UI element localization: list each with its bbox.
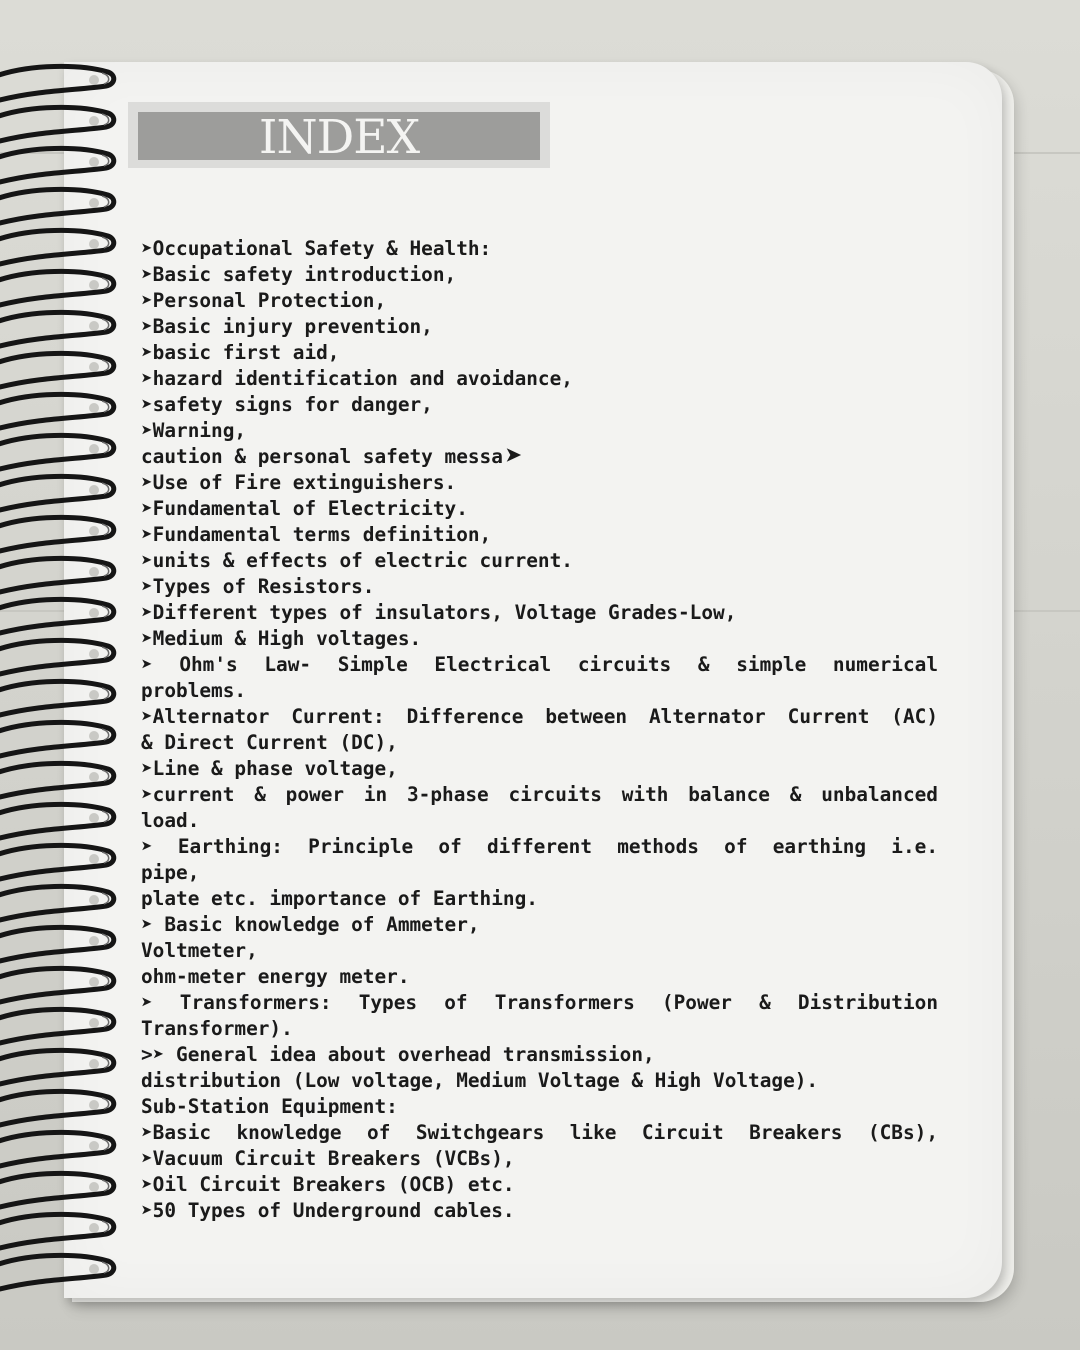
list-item: >➤ General idea about overhead transmission,	[141, 1043, 655, 1066]
list-item: ➤basic first aid,	[141, 341, 340, 364]
list-item: Voltmeter,	[141, 939, 258, 962]
list-item: ➤Occupational Safety & Health:	[141, 237, 492, 260]
list-item: ➤current & power in 3-phase circuits with balance & unbalanced	[141, 783, 938, 806]
list-item: ➤Vacuum Circuit Breakers (VCBs),	[141, 1147, 515, 1170]
list-item-text: caution & personal safety messa	[141, 445, 503, 468]
list-item: Transformer).	[141, 1017, 293, 1040]
list-item: ➤units & effects of electric current.	[141, 549, 573, 572]
list-item: ➤Alternator Current: Difference between Alternator Current (AC)	[141, 705, 938, 728]
index-heading-band	[138, 109, 540, 165]
list-item: problems.	[141, 679, 247, 702]
list-item: distribution (Low voltage, Medium Voltage & High Voltage).	[141, 1069, 819, 1092]
list-item: ➤hazard identification and avoidance,	[141, 367, 573, 390]
list-item: ➤Basic injury prevention,	[141, 315, 433, 338]
list-item: ➤Personal Protection,	[141, 289, 387, 312]
arrow-icon: ➤	[504, 439, 523, 474]
list-item: ➤ Basic knowledge of Ammeter,	[141, 913, 480, 936]
list-item: ➤Line & phase voltage,	[141, 757, 398, 780]
list-item: ➤safety signs for danger,	[141, 393, 433, 416]
list-item: ➤Oil Circuit Breakers (OCB) etc.	[141, 1173, 515, 1196]
list-item: ➤Use of Fire extinguishers.	[141, 471, 457, 494]
list-item: ➤Warning,	[141, 419, 247, 442]
list-item: Sub-Station Equipment:	[141, 1095, 398, 1118]
list-item: ➤Different types of insulators, Voltage Grades-Low,	[141, 601, 737, 624]
index-list	[141, 236, 938, 1224]
list-item: ➤ Earthing: Principle of different methods of earthing i.e.	[141, 835, 938, 858]
list-item: ➤Basic safety introduction,	[141, 263, 457, 286]
list-item	[141, 439, 938, 474]
list-item: ➤Basic knowledge of Switchgears like Circuit Breakers (CBs),	[141, 1121, 938, 1144]
page-title: INDEX	[258, 109, 420, 165]
list-item: ➤Fundamental terms definition,	[141, 523, 492, 546]
list-item: plate etc. importance of Earthing.	[141, 887, 538, 910]
list-item: ohm-meter energy meter.	[141, 965, 410, 988]
list-item: load.	[141, 809, 200, 832]
list-item: ➤ Ohm's Law- Simple Electrical circuits & simple numerical	[141, 653, 938, 676]
index-heading-box	[128, 102, 550, 168]
list-item: ➤50 Types of Underground cables.	[141, 1199, 515, 1222]
list-item: & Direct Current (DC),	[141, 731, 398, 754]
list-item: ➤Types of Resistors.	[141, 575, 375, 598]
list-item: ➤Medium & High voltages.	[141, 627, 422, 650]
list-item: pipe,	[141, 861, 200, 884]
list-item: ➤ Transformers: Types of Transformers (Power & Distribution	[141, 991, 938, 1014]
spiral-binding	[0, 0, 130, 1350]
list-item: ➤Fundamental of Electricity.	[141, 497, 468, 520]
